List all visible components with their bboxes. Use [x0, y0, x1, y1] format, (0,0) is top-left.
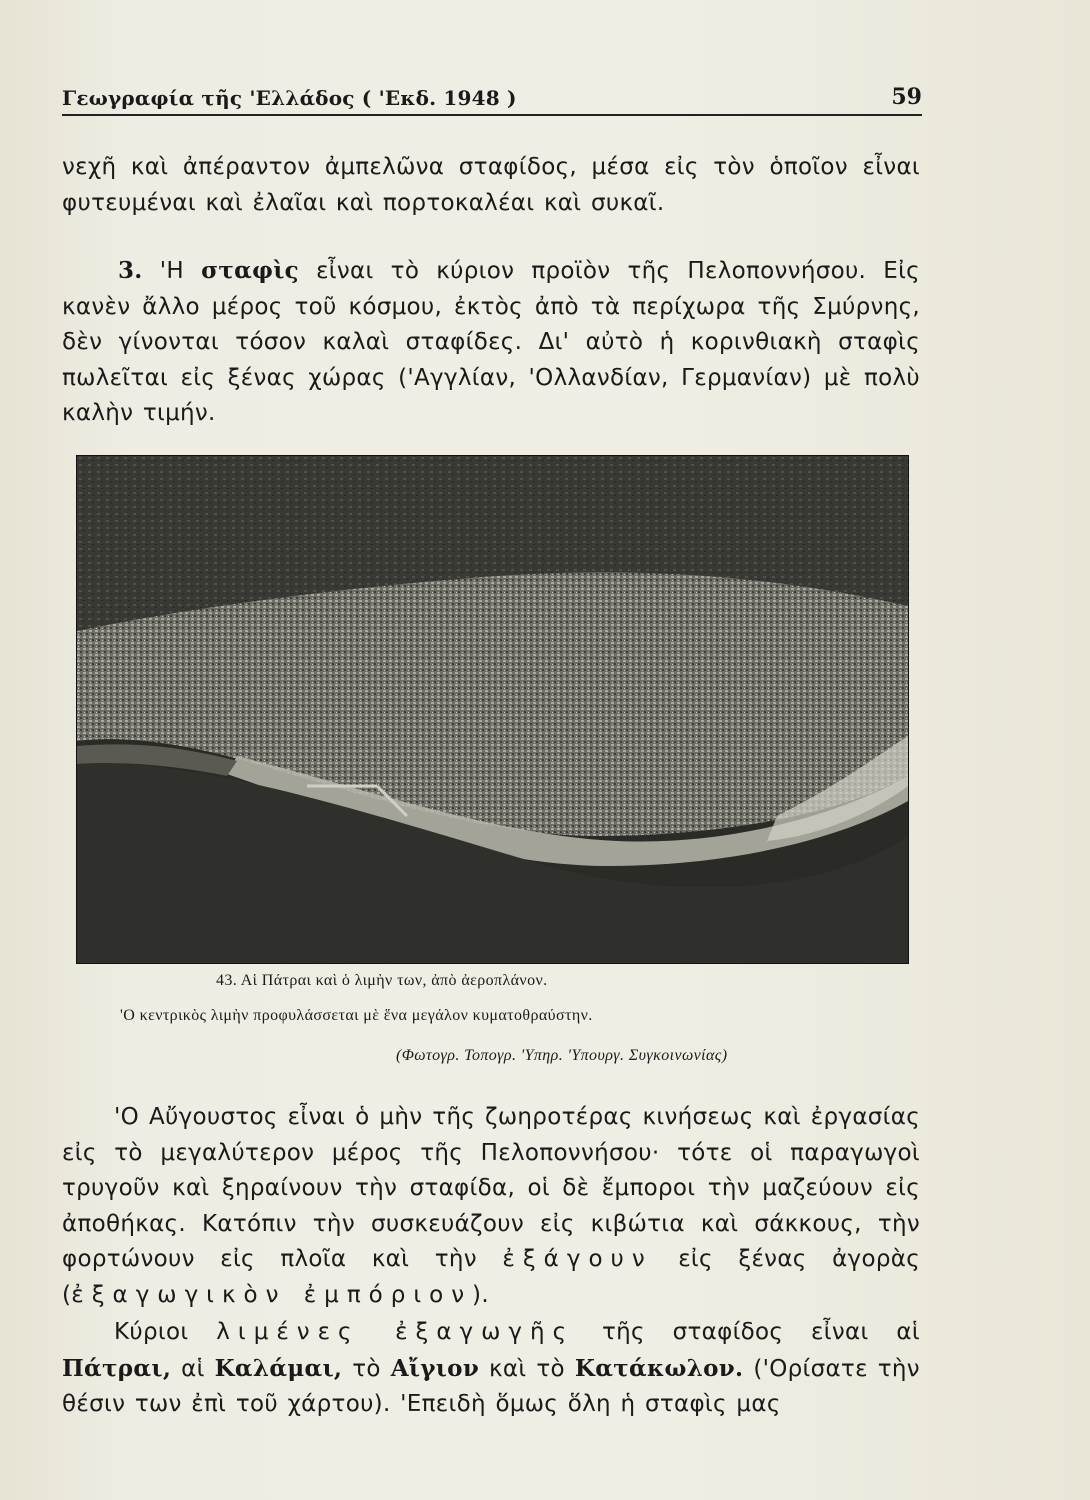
- figure-caption-description: 'Ο κεντρικὸς λιμὴν προφυλάσσεται μὲ ἕνα μεγάλον κυματοθραύστην.: [120, 1007, 593, 1024]
- header-rule: [62, 114, 922, 116]
- paragraph-raisin: [62, 253, 920, 432]
- paragraph-raisin-lead: 'Η: [159, 258, 184, 284]
- term-export-ports: λιμένες ἐξαγωγῆς: [216, 1319, 575, 1345]
- figure-caption-title: 43. Αἱ Πάτραι καὶ ὁ λιμὴν των, ἀπὸ ἀεροπλάνον.: [216, 972, 548, 989]
- paragraph-august: [62, 1100, 920, 1314]
- paragraph-august-end: ).: [472, 1281, 489, 1308]
- paragraph-ports-text: τῆς σταφίδος εἶναι αἱ: [601, 1319, 920, 1345]
- paragraph-ports-joiner-2: τὸ: [352, 1355, 381, 1382]
- paragraph-vineyard: νεχῆ καὶ ἀπέραντον ἀμπελῶνα σταφίδος, μέσα εἰς τὸν ὁποῖον εἶναι φυτευμέναι καὶ ἐλαῖαι καὶ πορτοκαλέαι καὶ συκαῖ.: [62, 154, 920, 216]
- page-number: 59: [891, 84, 922, 110]
- term-export: ἐξάγουν: [502, 1246, 653, 1273]
- aerial-photo-drawing: [77, 456, 908, 963]
- term-export-trade: ἐξαγωγικὸν ἐμπόριον: [71, 1281, 473, 1308]
- city-patras: Πάτραι,: [62, 1354, 172, 1382]
- term-raisin: σταφὶς: [201, 257, 299, 284]
- paragraph-ports-lead: Κύριοι: [114, 1319, 189, 1345]
- header-title: Γεωγραφία τῆς 'Ελλάδος ( 'Εκδ. 1948 ): [62, 86, 517, 110]
- city-kalamata: Καλάμαι,: [214, 1354, 343, 1382]
- section-number: 3.: [118, 257, 143, 284]
- paragraph-august-text: 'Ο Αὔγουστος εἶναι ὁ μὴν τῆς ζωηροτέρας κινήσεως καὶ ἐργασίας εἰς τὸ μεγαλύτερον μέρος τῆς Πελοποννήσου· τότε οἱ παραγωγοὶ τρυγοῦν καὶ ξηραίνουν τὴν σταφίδα, οἱ δὲ ἔμποροι τὴν μαζεύουν εἰς ἀποθήκας. Κατόπιν τὴν συσκευάζουν εἰς κιβώτια καὶ σάκκους, τὴν φορτώνουν εἰς πλοῖα καὶ τὴν: [62, 1104, 920, 1273]
- city-aigio: Αἴγιον: [390, 1354, 480, 1382]
- city-katakolo: Κατάκωλον.: [574, 1354, 744, 1382]
- paragraph-ports: [62, 1315, 920, 1423]
- paragraph-ports-joiner-3: καὶ τὸ: [489, 1355, 565, 1382]
- paragraph-ports-end: ('Ορίσατε τὴν θέσιν των ἐπὶ τοῦ χάρτου). 'Επειδὴ ὅμως ὅλη ἡ σταφὶς μας: [62, 1355, 920, 1418]
- aerial-photo-patras: [76, 455, 909, 964]
- paragraph-raisin-text: εἶναι τὸ κύριον προϊὸν τῆς Πελοποννήσου. Εἰς κανὲν ἄλλο μέρος τοῦ κόσμου, ἐκτὸς ἀπὸ τὰ περίχωρα τῆς Σμύρνης, δὲν γίνονται τόσον καλαὶ σταφίδες. Δι' αὐτὸ ἡ κορινθιακὴ σταφὶς πωλεῖται εἰς ξένας χώρας ('Αγγλίαν, 'Ολλανδίαν, Γερμανίαν) μὲ πολὺ καλὴν τιμήν.: [62, 258, 920, 427]
- paragraph-august-markets: εἰς ξένας ἀγορὰς (: [62, 1246, 920, 1308]
- paragraph-ports-joiner-1: αἱ: [181, 1355, 205, 1382]
- running-header: [62, 80, 922, 116]
- figure-credit: (Φωτογρ. Τοπογρ. 'Υπηρ. 'Υπουργ. Συγκοινωνίας): [396, 1047, 728, 1064]
